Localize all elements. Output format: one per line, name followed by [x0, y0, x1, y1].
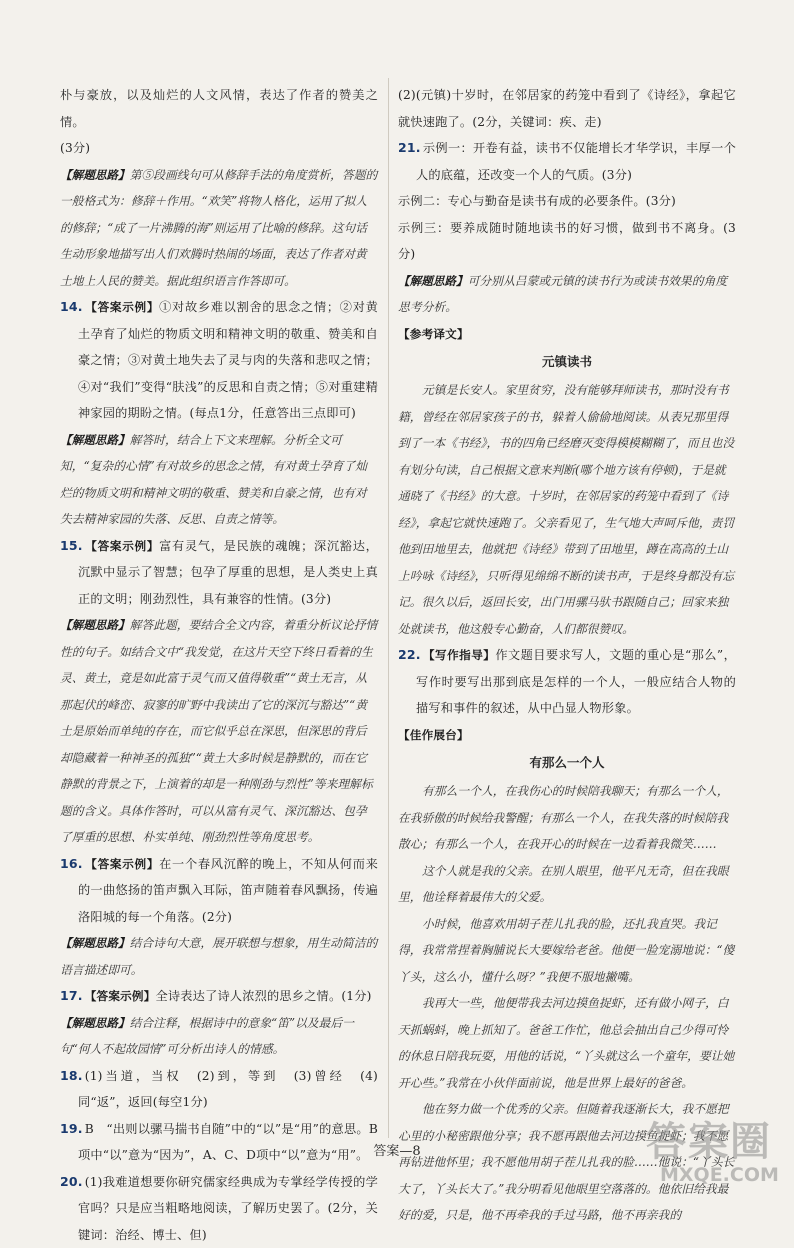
right-column: [398, 82, 736, 1229]
section-tag: 【解题思路】: [60, 433, 130, 447]
score: (3分): [60, 135, 378, 162]
text: 第⑤段画线句可从修辞手法的角度赏析，答题的一般格式为：修辞＋作用。“欢笑”将物人格化，运用了拟人的修辞；“成了一片沸腾的海”则运用了比喻的修辞。这句话生动形象地描写出人们欢腾时热闹的场面，表达了作者对黄土地上人民的赞美。据此组织语言作答即可。: [60, 168, 377, 288]
reference-translation-tag: [398, 321, 736, 348]
question-number: 17.: [60, 988, 83, 1003]
question-number: 16.: [60, 856, 83, 871]
q21-analysis: [398, 268, 736, 321]
q14-answer: [60, 294, 378, 427]
text: 富有灵气，是民族的魂魄；深沉豁达，沉默中显示了智慧；包孕了厚重的思想，是人类史上真正的文明；刚劲烈性，具有兼容的性情。(3分): [78, 539, 378, 606]
q18-answer: [60, 1063, 378, 1116]
question-number: 18.: [60, 1068, 83, 1083]
section-tag: 【答案示例】: [85, 989, 156, 1003]
q13-analysis: [60, 162, 378, 295]
text: 在一个春风沉醉的晚上，不知从何而来的一曲悠扬的笛声飘入耳际，笛声随着春风飘扬，传遍洛阳城的每一个角落。(2分): [78, 857, 378, 924]
section-tag: 【解题思路】: [60, 618, 130, 632]
q20-answer: [60, 1169, 378, 1248]
section-tag: 【解题思路】: [60, 936, 130, 950]
essay-paragraph: 小时候，他喜欢用胡子茬儿扎我的脸，还扎我直哭。我记得，我常常捏着胸脯说长大要嫁给老爸。他便一脸宠溺地说：“傻丫头，这么小，懂什么呀？”我便不服地撇嘴。: [398, 911, 736, 991]
paragraph: 朴与豪放，以及灿烂的人文风情，表达了作者的赞美之情。: [60, 82, 378, 135]
essay-paragraph: 这个人就是我的父亲。在别人眼里，他平凡无奇，但在我眼里，他诠释着最伟大的父爱。: [398, 858, 736, 911]
text: 示例一：开卷有益，读书不仅能增长才华学识，丰厚一个人的底蕴，还改变一个人的气质。(3分): [416, 141, 736, 182]
translation-title: 元镇读书: [398, 347, 736, 377]
q16-answer: [60, 851, 378, 931]
essay-title: 有那么一个人: [398, 748, 736, 778]
q14-analysis: [60, 427, 378, 533]
q17-answer: [60, 983, 378, 1010]
essay-paragraph: 我再大一些，他便带我去河边摸鱼捉虾，还有做小网子，白天抓蜗蚪，晚上抓知了。爸爸工作忙，他总会抽出自己少得可怜的休息日陪我玩耍，用他的话说，“丫头就这么一个童年，要让她开心些。”我常在小伙伴面前说，他是世界上最好的爸爸。: [398, 990, 736, 1096]
q20-answer-part2: (2)(元镇)十岁时，在邻居家的药笼中看到了《诗经》，拿起它就快速跑了。(2分，关键词：疾、走): [398, 82, 736, 135]
text: 解答此题，要结合全文内容，着重分析议论抒情性的句子。如结合文中“我发觉，在这片天空下终日看着的生灵、黄土，竟是如此富于灵气而又值得敬重”“黄土无言，从那起伏的峰峦、寂寥的旷野中我读出了它的深沉与豁达”“黄土是原始而单纯的存在，而它似乎总在深思，但深思的背后却隐藏着一种神圣的孤独”“黄土大多时候是静默的，而在它静默的背景之下，上演着的却是一种刚劲与烈性”等来理解标题的含义。具体作答时，可以从富有灵气、深沉豁达、包孕了厚重的思想、朴实单纯、刚劲烈性等角度思考。: [60, 618, 377, 844]
section-tag: 【解题思路】: [60, 1016, 130, 1030]
section-tag: 【解题思路】: [398, 274, 468, 288]
section-tag: 【参考译文】: [398, 327, 469, 341]
q21-example-3: 示例三：要养成随时随地读书的好习惯，做到书不离身。(3分): [398, 215, 736, 268]
q15-analysis: [60, 612, 378, 851]
watermark-logo: [640, 1098, 790, 1198]
question-number: 20.: [60, 1174, 83, 1189]
text: 全诗表达了诗人浓烈的思乡之情。(1分): [156, 989, 372, 1003]
essay-paragraph: 他在努力做一个优秀的父亲。但随着我逐渐长大，我不愿把心里的小秘密跟他分享；我不愿再跟他去河边摸鱼捉虾；我不愿再钻进他怀里；我不愿他用胡子茬儿扎我的脸……他说：“丫头长大了，丫头长大了。”我分明看见他眼里空落落的。他依旧给我最好的爱，只是，他不再牵我的手过马路，他不再亲我的: [398, 1096, 736, 1229]
translation-text: 元镇是长安人。家里贫穷，没有能够拜师读书，那时没有书籍，曾经在邻居家孩子的书，躲着人偷偷地阅读。从表兄那里得到了一本《书经》，书的四角已经磨灭变得模模糊糊了，而且也没有划分句读，自己根据文意来判断(哪个地方该有停顿)，于是就通晓了《书经》的大意。十岁时，在邻居家的药笼中看到了《诗经》，拿起它就快速跑了。父亲看见了，生气地大声呵斥他，责罚他到田地里去，他就把《诗经》带到了田地里，蹲在高高的土山上吟咏《诗经》，只听得见绵绵不断的读书声，于是终身都没有忘记。很久以后，返回长安，出门用骡马驮书跟随自己；回家来独处就读书，他这般专心勤奋，人们都很赞叹。: [398, 377, 736, 642]
question-number: 15.: [60, 538, 83, 553]
text: 解答时，结合上下文来理解。分析全文可知，“复杂的心情”有对故乡的思念之情，有对黄土孕育了灿烂的物质文明和精神文明的敬重、赞美和自豪之情，也有对失去精神家园的失落、反思、自责之情等。: [60, 433, 367, 527]
watermark-url: MXQE.COM: [660, 1164, 779, 1186]
question-number: 21.: [398, 140, 421, 155]
question-number: 14.: [60, 299, 83, 314]
q22-answer: [398, 642, 736, 722]
text: ①对故乡难以割舍的思念之情；②对黄土孕育了灿烂的物质文明和精神文明的敬重、赞美和自豪之情；③对黄土地失去了灵与肉的失落和悲叹之情；④对“我们”变得“肤浅”的反思和自责之情；⑤对重建精神家园的期盼之情。(每点1分，任意答出三点即可): [78, 300, 378, 420]
q21-example-2: 示例二：专心与勤奋是读书有成的必要条件。(3分): [398, 188, 736, 215]
essay-showcase-tag: [398, 722, 736, 749]
left-column: [60, 82, 378, 1248]
section-tag: 【佳作展台】: [398, 728, 469, 742]
q21-answer: [398, 135, 736, 188]
text: 结合注释，根据诗中的意象“笛”以及最后一句“何人不起故园情”可分析出诗人的情感。: [60, 1016, 354, 1057]
section-tag: 【写作指导】: [423, 648, 496, 662]
text: B “出则以骡马揣书自随”中的“以”是“用”的意思。B项中“以”意为“因为”，A、C、D项中“以”意为“用”。: [78, 1122, 378, 1163]
watermark-text: 答案圈: [646, 1110, 772, 1167]
question-number: 22.: [398, 647, 421, 662]
q15-answer: [60, 533, 378, 613]
question-number: 19.: [60, 1121, 83, 1136]
page-number: 答案—8: [0, 1140, 794, 1159]
q17-analysis: [60, 1010, 378, 1063]
column-divider: [388, 78, 389, 1138]
section-tag: 【答案示例】: [85, 539, 159, 553]
section-tag: 【解题思路】: [60, 168, 130, 182]
text: (1)当道，当权 (2)到，等到 (3)曾经 (4)同“返”，返回(每空1分): [78, 1069, 378, 1110]
q16-analysis: [60, 930, 378, 983]
text: (1)我难道想要你研究儒家经典成为专掌经学传授的学官吗？只是应当粗略地阅读，了解历史罢了。(2分，关键词：治经、博士、但): [78, 1175, 378, 1242]
section-tag: 【答案示例】: [85, 857, 159, 871]
section-tag: 【答案示例】: [85, 300, 159, 314]
text: 结合诗句大意，展开联想与想象，用生动简洁的语言描述即可。: [60, 936, 377, 977]
essay-paragraph: 有那么一个人，在我伤心的时候陪我聊天；有那么一个人，在我骄傲的时候给我警醒；有那么一个人，在我失落的时候陪我散心；有那么一个人，在我开心的时候在一边看着我微笑……: [398, 778, 736, 858]
text: 可分别从吕蒙或元镇的读书行为或读书效果的角度思考分析。: [398, 274, 727, 315]
text: 作文题目要求写人，文题的重心是“那么”，写作时要写出那到底是怎样的一个人，一般应结合人物的描写和事件的叙述，从中凸显人物形象。: [416, 648, 736, 715]
